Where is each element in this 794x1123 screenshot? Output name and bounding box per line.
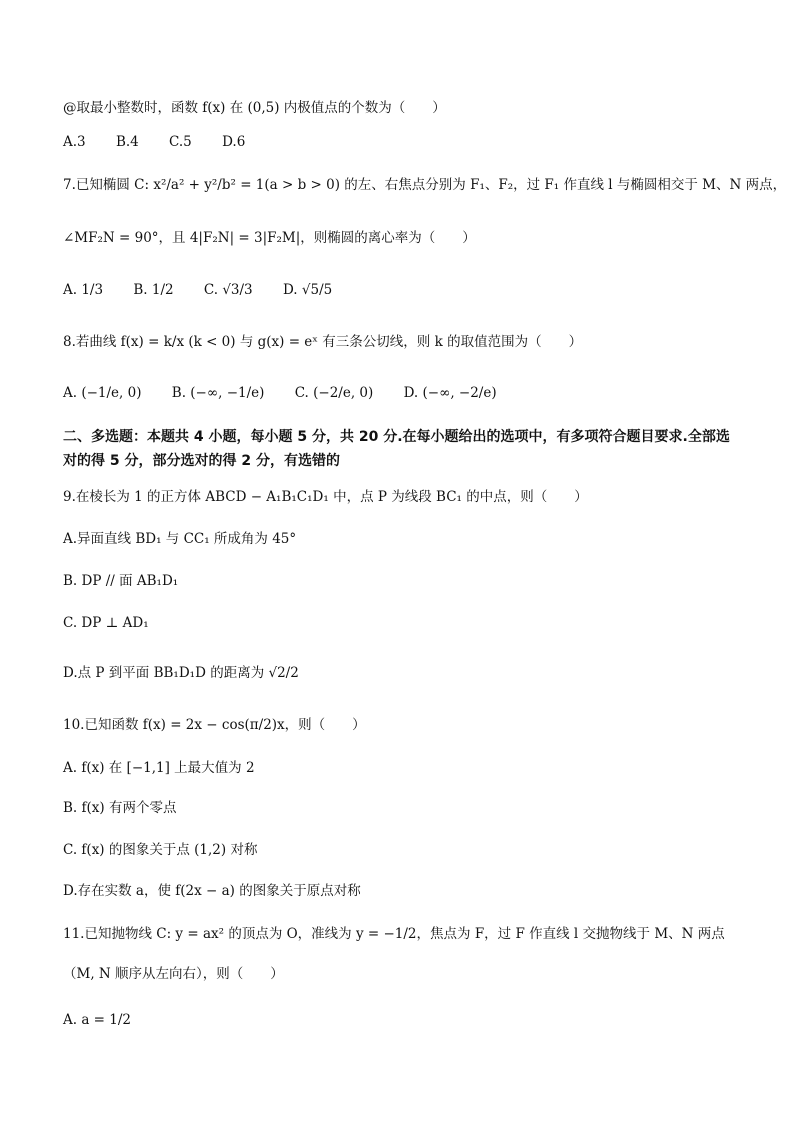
option-c: C. √3/3 (203, 282, 253, 298)
question-10-option-a: A. f(x) 在 [−1,1] 上最大值为 2 (63, 760, 255, 776)
question-11-stem: 11.已知抛物线 C: y = ax² 的顶点为 O，准线为 y = −1/2，焦点为 F，过 F 作直线 l 交抛物线于 M、N 两点 (63, 926, 725, 942)
question-6-options (63, 133, 271, 151)
option-d: D. √5/5 (282, 282, 333, 298)
option-b: B.4 (115, 134, 139, 150)
option-c: C.5 (169, 134, 192, 150)
option-a: A.3 (63, 134, 86, 150)
question-7-stem-cont: ∠MF₂N = 90°，且 4|F₂N| = 3|F₂M|，则椭圆的离心率为（ ） (63, 230, 476, 246)
question-10-option-c: C. f(x) 的图象关于点 (1,2) 对称 (63, 842, 258, 858)
question-8-options (63, 384, 523, 402)
question-10-option-d: D.存在实数 a，使 f(2x − a) 的图象关于原点对称 (63, 883, 361, 899)
section-heading: 二、多选题：本题共 4 小题，每小题 5 分，共 20 分.在每小题给出的选项中，有多项符合题目要求.全部选对的得 5 分，部分选对的得 2 分，有选错的 (63, 429, 730, 469)
option-a: A. 1/3 (63, 282, 104, 298)
question-9-stem: 9.在棱长为 1 的正方体 ABCD − A₁B₁C₁D₁ 中，点 P 为线段 BC₁ 的中点，则（ ） (63, 489, 588, 505)
option-b: B. (−∞, −1/e) (171, 385, 265, 401)
question-6-stem: @取最小整数时，函数 f(x) 在 (0,5) 内极值点的个数为（ ） (63, 100, 446, 116)
option-d: D. (−∞, −2/e) (403, 385, 497, 401)
question-7-options (63, 281, 358, 299)
option-d: D.6 (222, 134, 246, 150)
question-7-stem: 7.已知椭圆 C: x²/a² + y²/b² = 1(a > b > 0) 的左、右焦点分别为 F₁、F₂，过 F₁ 作直线 l 与椭圆相交于 M、N 两点， (63, 177, 787, 193)
question-9-option-d: D.点 P 到平面 BB₁D₁D 的距离为 √2/2 (63, 665, 299, 681)
question-9-option-c: C. DP ⊥ AD₁ (63, 615, 149, 631)
question-9-option-b: B. DP // 面 AB₁D₁ (63, 573, 179, 589)
question-9-option-a: A.异面直线 BD₁ 与 CC₁ 所成角为 45° (63, 531, 297, 547)
question-10-option-b: B. f(x) 有两个零点 (63, 800, 177, 816)
question-11-stem-cont: （M, N 顺序从左向右），则（ ） (63, 966, 284, 982)
option-c: C. (−2/e, 0) (294, 385, 374, 401)
option-b: B. 1/2 (133, 282, 174, 298)
question-8-stem: 8.若曲线 f(x) = k/x (k < 0) 与 g(x) = eˣ 有三条公切线，则 k 的取值范围为（ ） (63, 334, 583, 350)
option-a: A. (−1/e, 0) (63, 385, 142, 401)
question-11-option-a: A. a = 1/2 (63, 1012, 132, 1028)
question-10-stem: 10.已知函数 f(x) = 2x − cos(π/2)x，则（ ） (63, 717, 366, 733)
